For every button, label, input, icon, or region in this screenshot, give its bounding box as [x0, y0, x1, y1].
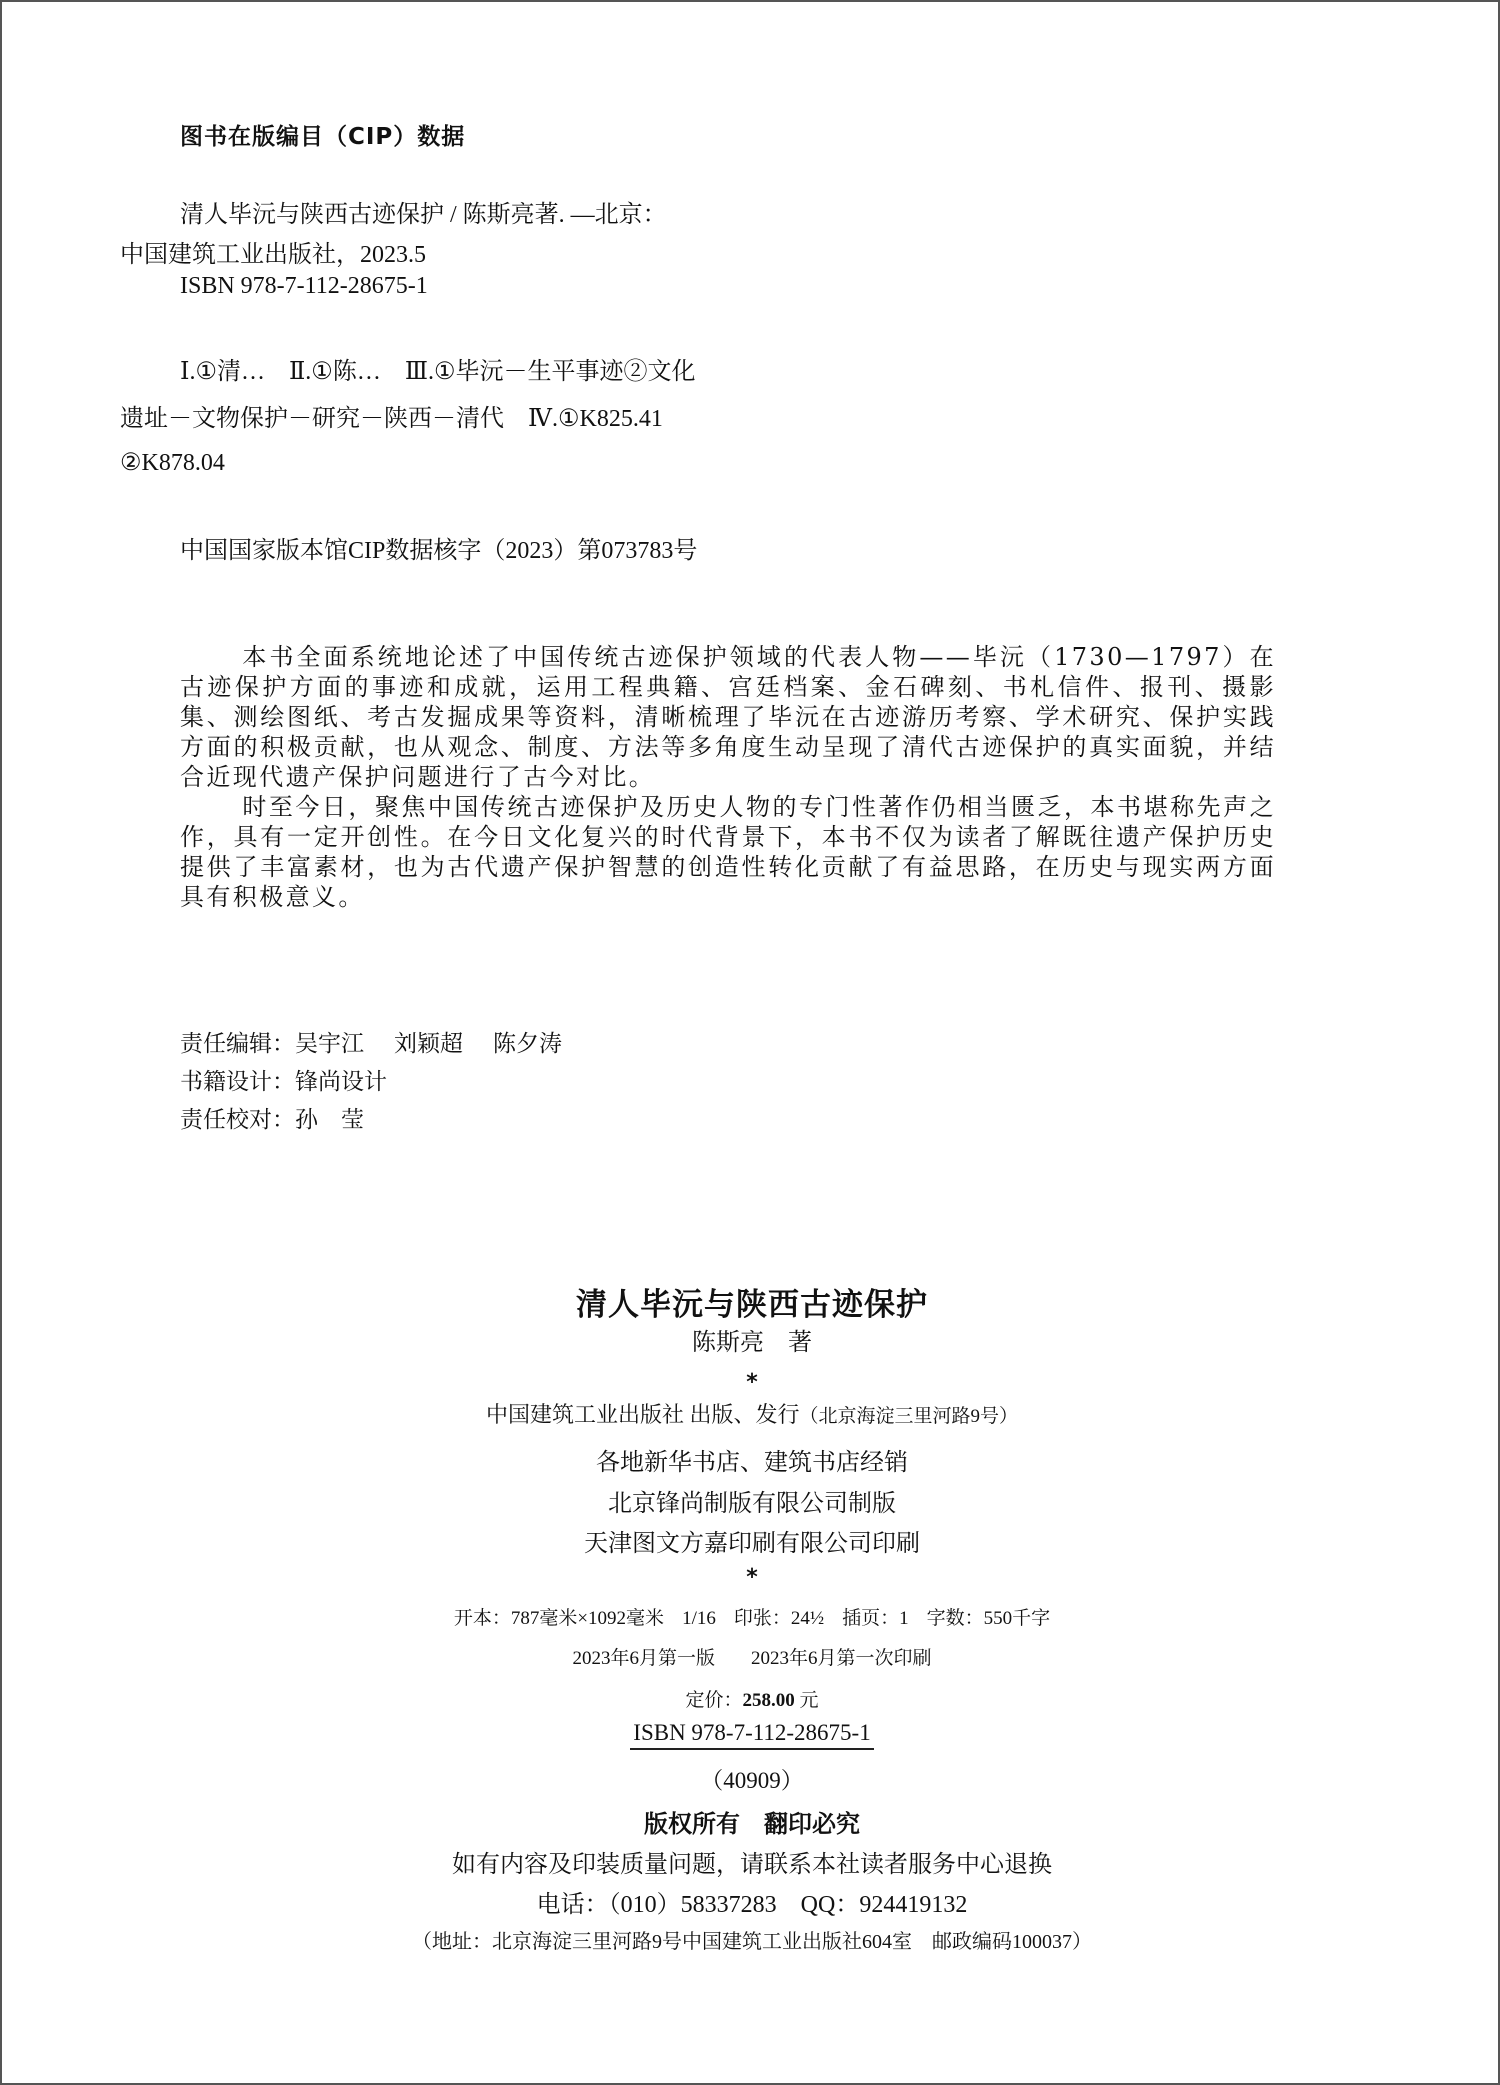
- edition-line: [2, 1643, 1500, 1670]
- editor-name: 吴宇江: [295, 1031, 364, 1056]
- credit-value: 孙 莹: [295, 1107, 364, 1132]
- specs-line: [2, 1603, 1500, 1630]
- credit-value: 锋尚设计: [295, 1069, 387, 1094]
- fold-spec: 1/16: [682, 1608, 716, 1629]
- price-label: 定价：: [685, 1690, 743, 1711]
- edition: 2023年6月第一版: [572, 1648, 715, 1669]
- cip-subject-line-1: Ⅰ.①清… Ⅱ.①陈… Ⅲ.①毕沅－生平事迹②文化: [180, 359, 696, 385]
- isbn: ISBN 978-7-112-28675-1: [630, 1720, 873, 1750]
- classification-code: （40909）: [700, 1768, 804, 1793]
- editor-name: 陈夕涛: [493, 1031, 562, 1056]
- rights-reserved: [2, 1804, 1500, 1839]
- distribution-line: 各地新华书店、建筑书店经销: [596, 1450, 908, 1476]
- credit-label: 责任校对：: [180, 1107, 295, 1132]
- inserts-spec: 插页：1: [842, 1608, 909, 1629]
- cip-heading: 图书在版编目（CIP）数据: [180, 124, 466, 150]
- credit-editors: [180, 1025, 592, 1063]
- credit-proofreader: [180, 1101, 592, 1139]
- editor-name: 刘颖超: [394, 1031, 463, 1056]
- publisher-address: （北京海淀三里河路9号）: [799, 1406, 1019, 1427]
- publisher-name: 中国建筑工业出版社 出版、发行: [485, 1402, 800, 1427]
- cip-isbn-line: ISBN 978-7-112-28675-1: [180, 273, 428, 299]
- book-author: 陈斯亮 著: [692, 1330, 812, 1356]
- cip-subject-line-3: ②K878.04: [120, 450, 225, 476]
- cip-subject-line-2: 遗址－文物保护－研究－陕西－清代 Ⅳ.①K825.41: [120, 406, 663, 432]
- rights-text: 版权所有: [644, 1810, 740, 1838]
- price-line: [2, 1685, 1500, 1712]
- printing-line: 天津图文方嘉印刷有限公司印刷: [584, 1531, 920, 1557]
- word-count-spec: 字数：550千字: [926, 1608, 1051, 1629]
- separator-star: *: [746, 1370, 758, 1395]
- service-note: 如有内容及印装质量问题，请联系本社读者服务中心退换: [452, 1852, 1052, 1878]
- publisher-line: [2, 1398, 1500, 1429]
- credit-design: [180, 1063, 592, 1101]
- credit-label: 书籍设计：: [180, 1069, 295, 1094]
- credit-value: [295, 1025, 592, 1063]
- cip-publisher-line: 中国建筑工业出版社，2023.5: [120, 242, 426, 268]
- summary-paragraph: 时至今日，聚焦中国传统古迹保护及历史人物的专门性著作仍相当匮乏，本书堪称先声之作，具有一定开创性。在今日文化复兴的时代背景下，本书不仅为读者了解既往遗产保护历史提供了丰富素材，也为古代遗产保护智慧的创造性转化贡献了有益思路，在历史与现实两方面具有积极意义。: [180, 793, 1276, 911]
- book-summary: [180, 642, 1276, 912]
- separator-star: *: [746, 1565, 758, 1590]
- impression: 2023年6月第一次印刷: [751, 1648, 932, 1669]
- rights-text: 翻印必究: [764, 1810, 860, 1838]
- isbn-line: [2, 1720, 1500, 1750]
- credit-label: 责任编辑：: [180, 1031, 295, 1056]
- publisher-address-line: （地址：北京海淀三里河路9号中国建筑工业出版社604室 邮政编码100037）: [412, 1931, 1092, 1953]
- sheets-spec: 印张：24½: [733, 1608, 825, 1629]
- summary-paragraph: 本书全面系统地论述了中国传统古迹保护领域的代表人物——毕沅（1730—1797）在古迹保护方面的事迹和成就，运用工程典籍、宫廷档案、金石碑刻、书札信件、报刊、摄影集、测绘图纸、考古发掘成果等资料，清晰梳理了毕沅在古迹游历考察、学术研究、保护实践方面的积极贡献，也从观念、制度、方法等多角度生动呈现了清代古迹保护的真实面貌，并结合近现代遗产保护问题进行了古今对比。: [180, 643, 1276, 791]
- phone-number: 电话：（010）58337283: [536, 1892, 777, 1918]
- qq-number: QQ：924419132: [800, 1892, 968, 1918]
- format-spec: 开本：787毫米×1092毫米: [453, 1608, 665, 1629]
- credits: [180, 1025, 592, 1139]
- contact-line: [2, 1884, 1500, 1919]
- price-value: 258.00: [742, 1690, 795, 1711]
- price-unit: 元: [799, 1690, 819, 1711]
- cip-verification-number: 中国国家版本馆CIP数据核字（2023）第073783号: [180, 538, 698, 564]
- cip-title-line: 清人毕沅与陕西古迹保护 / 陈斯亮著. —北京：: [180, 202, 667, 228]
- plate-making-line: 北京锋尚制版有限公司制版: [608, 1491, 896, 1517]
- book-title: 清人毕沅与陕西古迹保护: [576, 1287, 928, 1323]
